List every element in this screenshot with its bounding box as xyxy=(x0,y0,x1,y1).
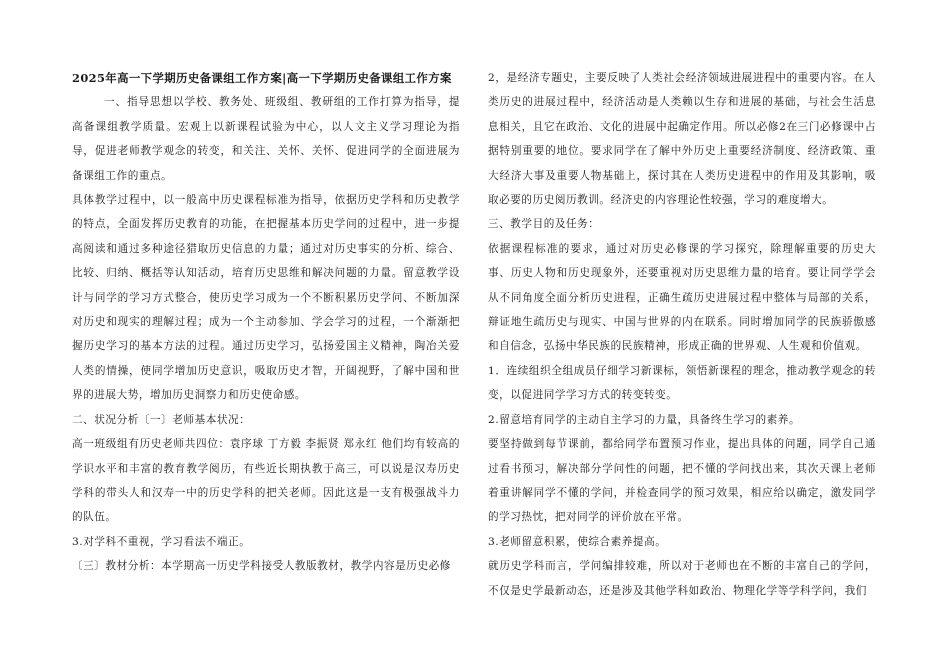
paragraph-textbook-analysis: 〔三〕教材分析：本学期高一历史学科接受人教版教材，教学内容是历史必修 xyxy=(72,560,451,573)
left-column xyxy=(72,66,460,579)
paragraph-item-1: 1．连续组织全组成员仔细学习新课标，领悟新课程的理念，推动教学观念的转变，以促进同学学习方式的转变转变。 xyxy=(488,364,876,402)
heading-situation-analysis: 二、状况分析〔一〕老师基本状况： xyxy=(72,413,251,426)
paragraph-guiding-ideology: 一、指导思想以学校、教务处、班级组、教研组的工作打算为指导，提高备课组教学质量。宏观上以新课程试验为中心，以人文主义学习理论为指导，促进老师教学观念的转变，和关注、关怀、关怀、促进同学的全面进展为备课组工作的重点。 xyxy=(72,96,460,182)
paragraph-teachers: 高一班级组有历史老师共四位：袁序球 丁方毅 李振贤 郑永红 他们均有较高的学识水平和丰富的教育教学阅历，有些近长期执教于高三，可以说是汉寿历史学科的带头人和汉寿一中的历史学科的把关老师。因此这是一支有极强战斗力的队伍。 xyxy=(72,438,460,524)
right-column xyxy=(488,66,876,603)
paragraph-item-2: 2.留意培育同学的主动自主学习的力量，具备终生学习的素养。 xyxy=(488,413,801,426)
paragraph-economic-history: 2，是经济专题史，主要反映了人类社会经济领域进展进程中的重要内容。在人类历史的进展过程中，经济活动是人类赖以生存和进展的基础，与社会生活息息相关，且它在政治、文化的进展中起确定作用。所以必修2在三门必修课中占据特别重要的地位。要求同学在了解中外历史上重要经济制度、经济政策、重大经济大事及重要人物基础上，探讨其在人类历史进程中的作用及其影响，吸取必要的历史阅历教训。经济史的内容理论性较强，学习的难度增大。 xyxy=(488,72,876,207)
paragraph-curriculum-standard: 依据课程标准的要求，通过对历史必修课的学习探究，除理解重要的历史大事、历史人物和历史现象外，还要重视对历史思维力量的培育。要让同学学会从不同角度全面分析历史进程，正确生疏历史进展过程中整体与局部的关系，辩证地生疏历史与现实、中国与世界的内在联系。同时增加同学的民族骄傲感和自信念，弘扬中华民族的民族精神，形成正确的世界观、人生观和价值观。 xyxy=(488,242,876,353)
paragraph-preview: 要坚持做到每节课前，都给同学布置预习作业，提出具体的问题，同学自己通过看书预习，解决部分学问性的问题，把不懂的学问找出来，其次天课上老师着重讲解同学不懂的学问，并检查同学的预习效果，相应给以确定，激发同学的学习热忱，把对同学的评价放在平常。 xyxy=(488,438,876,524)
heading-teaching-goals: 三、教学目的及任务： xyxy=(488,218,600,231)
document-title: 2025年高一下学期历史备课组工作方案|高一下学期历史备课组工作方案 xyxy=(72,71,452,85)
paragraph-knowledge: 就历史学科而言，学问编排较难，所以对于老师也在不断的丰富自己的学问，不仅是史学最新动态，还是涉及其他学科如政治、物理化学等学科学问，我们 xyxy=(488,560,876,597)
paragraph-subject-attitude: 3.对学科不重视，学习看法不端正。 xyxy=(72,535,251,548)
paragraph-teaching-process: 具体教学过程中，以一般高中历史课程标准为指导，依据历史学科和历史教学的特点，全面发挥历史教育的功能，在把握基本历史学问的过程中，进一步提高阅读和通过多种途径猎取历史信息的力量；通过对历史事实的分析、综合、比较、归纳、概括等认知活动，培育历史思维和解决问题的力量。留意教学设计与同学的学习方式整合，使历史学习成为一个不断积累历史学问、不断加深对历史和现实的理解过程；成为一个主动参加、学会学习的过程，一个渐渐把握历史学习的基本方法的过程。通过历史学习，弘扬爱国主义精神，陶冶关爱人类的情操，使同学增加历史意识，吸取历史才智，开阔视野，了解中国和世界的进展大势，增加历史洞察力和历史使命感。 xyxy=(72,194,460,402)
paragraph-item-3: 3.老师留意积累，使综合素养提高。 xyxy=(488,535,667,548)
